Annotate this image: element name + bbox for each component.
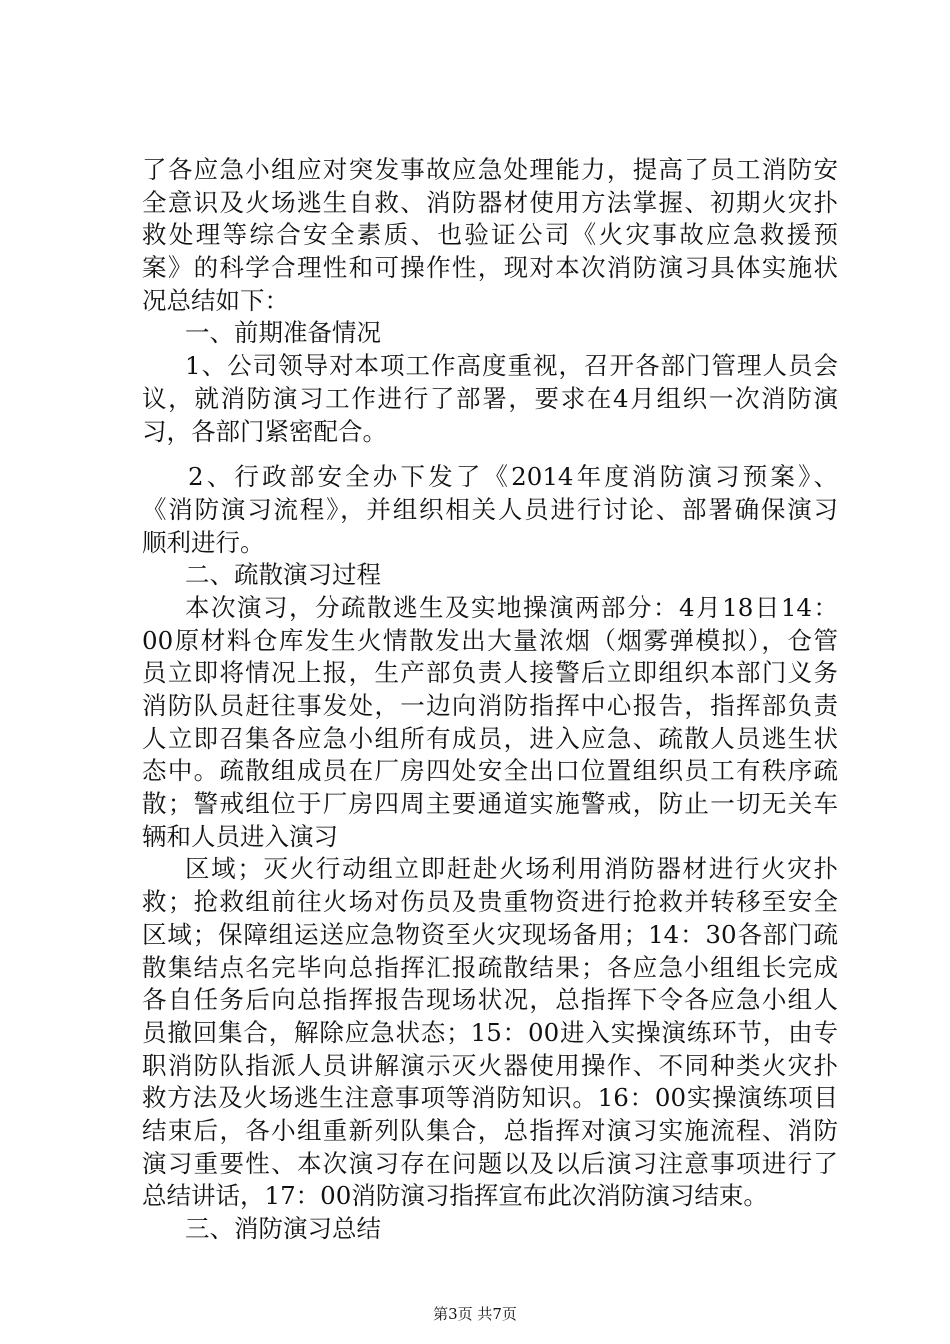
document-body: [142, 154, 838, 1246]
section-heading: 三、消防演习总结: [185, 1214, 381, 1243]
paragraph-line: 散；警戒组位于厂房四周主要通道实施警戒，防止一切无关车: [142, 789, 838, 819]
paragraph-line: 00原材料仓库发生火情散发出大量浓烟（烟雾弹模拟），仓管: [142, 625, 838, 655]
paragraph-line: 态中。疏散组成员在厂房四处安全出口位置组织员工有秩序疏: [142, 756, 838, 786]
section-heading: 二、疏散演习过程: [185, 560, 381, 590]
paragraph-line: 结束后，各小组重新列队集合，总指挥对演习实施流程、消防: [142, 1115, 838, 1145]
paragraph-line: 散集结点名完毕向总指挥汇报疏散结果；各应急小组组长完成: [142, 952, 838, 982]
paragraph-line: 演习重要性、本次演习存在问题以及以后演习注意事项进行了: [142, 1148, 838, 1178]
section-heading: 一、前期准备情况: [185, 318, 381, 348]
paragraph-line: 救方法及火场逃生注意事项等消防知识。16：00实操演练项目: [142, 1083, 838, 1113]
paragraph-line: 案》的科学合理性和可操作性，现对本次消防演习具体实施状: [142, 253, 838, 283]
paragraph-line: 区域；灭火行动组立即赶赴火场利用消防器材进行火灾扑: [185, 854, 838, 884]
paragraph-line: 辆和人员进入演习: [142, 821, 338, 851]
paragraph-line: 顺利进行。: [142, 527, 265, 557]
paragraph-line: 总结讲话，17：00消防演习指挥宣布此次消防演习结束。: [142, 1181, 768, 1211]
paragraph-line: 1、公司领导对本项工作高度重视，召开各部门管理人员会: [185, 351, 838, 381]
paragraph-line: 《消防演习流程》，并组织相关人员进行讨论、部署确保演习: [142, 494, 838, 524]
paragraph-line: 人立即召集各应急小组所有成员，进入应急、疏散人员逃生状: [142, 723, 838, 753]
paragraph-line: 员撤回集合，解除应急状态；15：00进入实操演练环节，由专: [142, 1017, 838, 1047]
paragraph-line: 职消防队指派人员讲解演示灭火器使用操作、不同种类火灾扑: [142, 1050, 838, 1080]
paragraph-line: 况总结如下：: [142, 285, 289, 315]
paragraph-line: 了各应急小组应对突发事故应急处理能力，提高了员工消防安: [142, 155, 838, 184]
paragraph-line: 本次演习，分疏散逃生及实地操演两部分：4月18日14：: [185, 592, 838, 622]
paragraph-line: 消防队员赶往事发处，一边向消防指挥中心报告，指挥部负责: [142, 691, 838, 720]
paragraph-line: 2、行政部安全办下发了《2014年度消防演习预案》、: [188, 462, 838, 492]
paragraph-line: 议，就消防演习工作进行了部署，要求在4月组织一次消防演: [142, 383, 838, 413]
page-number-footer: 第3页 共7页: [433, 1305, 517, 1323]
paragraph-line: 区域；保障组运送应急物资至火灾现场备用；14：30各部门疏: [142, 919, 838, 949]
paragraph-line: 员立即将情况上报，生产部负责人接警后立即组织本部门义务: [142, 658, 838, 688]
paragraph-line: 救；抢救组前往火场对伤员及贵重物资进行抢救并转移至安全: [142, 887, 838, 917]
paragraph-line: 各自任务后向总指挥报告现场状况，总指挥下令各应急小组人: [142, 985, 838, 1015]
paragraph-line: 救处理等综合安全素质、也验证公司《火灾事故应急救援预: [142, 220, 838, 250]
paragraph-line: 全意识及火场逃生自救、消防器材使用方法掌握、初期火灾扑: [142, 187, 838, 217]
paragraph-line: 习，各部门紧密配合。: [142, 416, 387, 446]
